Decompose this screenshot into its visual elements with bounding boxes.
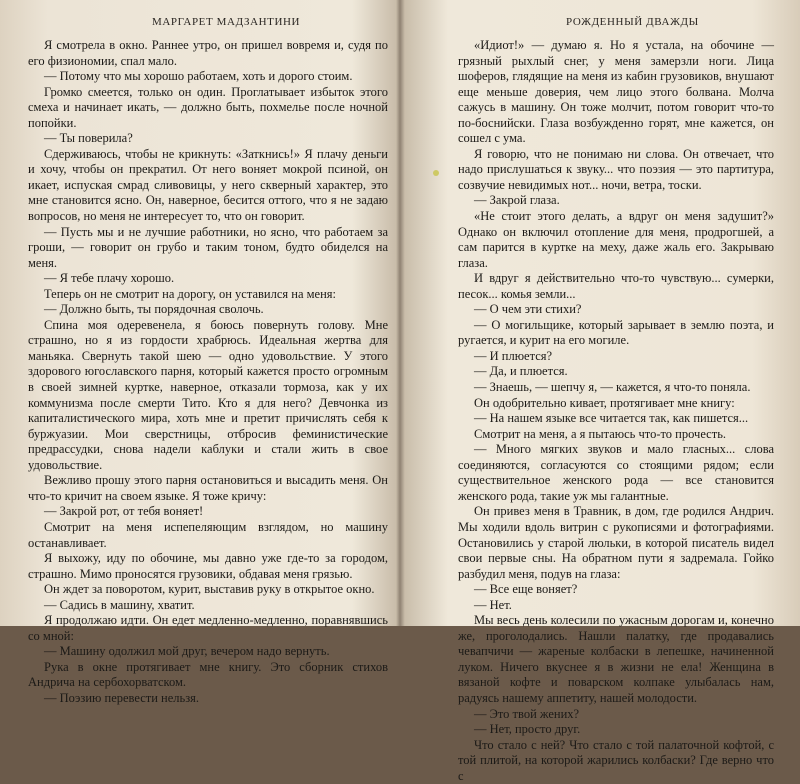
paragraph: — И плюется?	[474, 348, 553, 363]
paragraph: Я выхожу, иду по обочине, мы давно уже где-то за городом, страшно. Мимо проносятся грузовики, обдавая меня грязью.	[28, 551, 388, 581]
paragraph: Он привез меня в Травник, в дом, где родился Андрич. Мы ходили вдоль витрин с рукописями и фотографиями. Остановились у старой люльки, в которой писатель видел свои первые сны. На обратном пути я задремала. Гойко разбудил меня, подув на глаза:	[458, 504, 774, 581]
left-page-text	[28, 38, 388, 707]
paragraph: — Нет.	[474, 597, 512, 612]
paragraph: — Должно быть, ты порядочная сволочь.	[44, 302, 264, 317]
paragraph: — Знаешь, — шепчу я, — кажется, я что-то поняла.	[474, 380, 751, 395]
right-page-text	[458, 38, 774, 784]
right-running-head: РОЖДЕННЫЙ ДВАЖДЫ	[566, 16, 699, 28]
right-page	[402, 0, 800, 783]
paragraph: — Да, и плюется.	[474, 364, 568, 379]
paragraph: Я говорю, что не понимаю ни слова. Он отвечает, что надо прислушаться к звуку... что поэзия — это партитура, созвучие невидимых нот... ночи, ветра, тоски.	[458, 146, 774, 192]
paragraph: Теперь он не смотрит на дорогу, он уставился на меня:	[44, 286, 336, 301]
paragraph: Он одобрительно кивает, протягивает мне книгу:	[474, 395, 735, 410]
paragraph: — О чем эти стихи?	[474, 302, 582, 317]
paragraph: — Машину одолжил мой друг, вечером надо вернуть.	[44, 644, 330, 659]
paragraph: Рука в окне протягивает мне книгу. Это сборник стихов Андрича на сербохорватском.	[28, 659, 388, 690]
paragraph: Что стало с ней? Что стало с той палаточной кофтой, с той плитой, на которой жарились колбаски? Где верно что с	[458, 737, 774, 783]
left-page	[0, 0, 400, 705]
highlighter-mark	[433, 170, 439, 176]
paragraph: — На нашем языке все читается так, как пишется...	[474, 411, 749, 426]
paragraph: «Идиот!» — думаю я. Но я устала, на обочине — грязный рыхлый снег, у меня замерзли ноги. Лица шоферов, глядящие на меня из кабин грузовиков, внушают еще меньше доверия, чем лицо этого болвана. Молча сажусь в машину. Он тоже молчит, потом говорит что-то по-боснийски. Глаза возбужденно горят, мне кажется, он сошел с ума.	[458, 38, 774, 146]
paragraph: Я смотрела в окно. Раннее утро, он пришел вовремя и, судя по его физиономии, спал мало.	[28, 38, 388, 68]
paragraph: — Закрой глаза.	[474, 193, 560, 208]
paragraph: — О могильщике, который зарывает в землю поэта, и ругается, и курит на его могиле.	[458, 317, 774, 348]
paragraph: Я продолжаю идти. Он едет медленно-медленно, поравнявшись со мной:	[28, 613, 388, 643]
paragraph: Вежливо прошу этого парня остановиться и высадить меня. Он что-то кричит на своем языке. Я тоже кричу:	[28, 473, 388, 503]
left-running-head: МАРГАРЕТ МАДЗАНТИНИ	[152, 16, 301, 28]
paragraph: — Я тебе плачу хорошо.	[44, 271, 175, 286]
paragraph: Смотрит на меня испепеляющим взглядом, но машину останавливает.	[28, 519, 388, 550]
paragraph: — Закрой рот, от тебя воняет!	[44, 504, 204, 519]
paragraph: — Все еще воняет?	[474, 582, 578, 597]
paragraph: — Садись в машину, хватит.	[44, 597, 195, 612]
paragraph: Он ждет за поворотом, курит, выставив руку в открытое окно.	[44, 582, 375, 597]
paragraph: Спина моя одеревенела, я боюсь повернуть голову. Мне страшно, но я из гордости храбрюсь. Идеальная жертва для маньяка. Свернуть такой шею — одно удовольствие. У этого здорового югославского парня, который кажется просто огромным в своей зимней куртке, наверное, отказали тормоза, как у их коммунизма после смерти Тито. Кто я для него? Девчонка из капиталистического мира, хоть мне и претит причислять себя к буржуазии. Мои сверстницы, отбросив феминистические предрассудки, снова надели каблуки и стали жить в свое удовольствие.	[28, 317, 388, 472]
paragraph: И вдруг я действительно что-то чувствую... сумерки, песок... комья земли...	[458, 271, 774, 301]
paragraph: — Это твой жених?	[474, 706, 580, 721]
paragraph: — Нет, просто друг.	[474, 722, 581, 737]
paragraph: Смотрит на меня, а я пытаюсь что-то прочесть.	[474, 426, 727, 441]
paragraph: — Поэзию перевести нельзя.	[44, 690, 200, 705]
paragraph: Громко смеется, только он один. Проглатывает избыток этого смеха и начинает икать, — должно быть, похмелье после ночной попойки.	[28, 84, 388, 130]
paragraph: — Пусть мы и не лучшие работники, но ясно, что работаем за гроши, — говорит он грубо и таким тоном, будто обиделся на меня.	[28, 224, 388, 270]
paragraph: Сдерживаюсь, чтобы не крикнуть: «Заткнись!» Я плачу деньги и хочу, чтобы он прекратил. От него воняет мокрой псиной, он икает, испуская смрад сливовицы, у него скверный характер, это мне становится ясно. Он, наверное, бесится оттого, что я не задаю вопросов, но меня не интересует то, что он говорит.	[28, 146, 388, 224]
paragraph: «Не стоит этого делать, а вдруг он меня задушит?» Однако он включил отопление для меня, продрогшей, а сам парится в куртке на меху, даже жаль его. Закрываю глаза.	[458, 209, 774, 270]
paragraph: — Ты поверила?	[44, 131, 133, 146]
paragraph: — Потому что мы хорошо работаем, хоть и дорого стоим.	[44, 69, 353, 84]
paragraph: Мы весь день колесили по ужасным дорогам и, конечно же, проголодались. Нашли палатку, где продавались чевапчичи — жареные колбаски в лепешке, начиненной луком. Ничего вкуснее я в жизни не ела! Женщина в вязаной кофте и поварском колпаке улыбалась нам, радуясь нашему аппетиту, нашей молодости.	[458, 613, 774, 705]
paragraph: — Много мягких звуков и мало гласных... слова соединяются, согласуются со стоящими рядом; если существительное женского рода — все становится женского рода, такие уж мы галантные.	[458, 442, 774, 503]
